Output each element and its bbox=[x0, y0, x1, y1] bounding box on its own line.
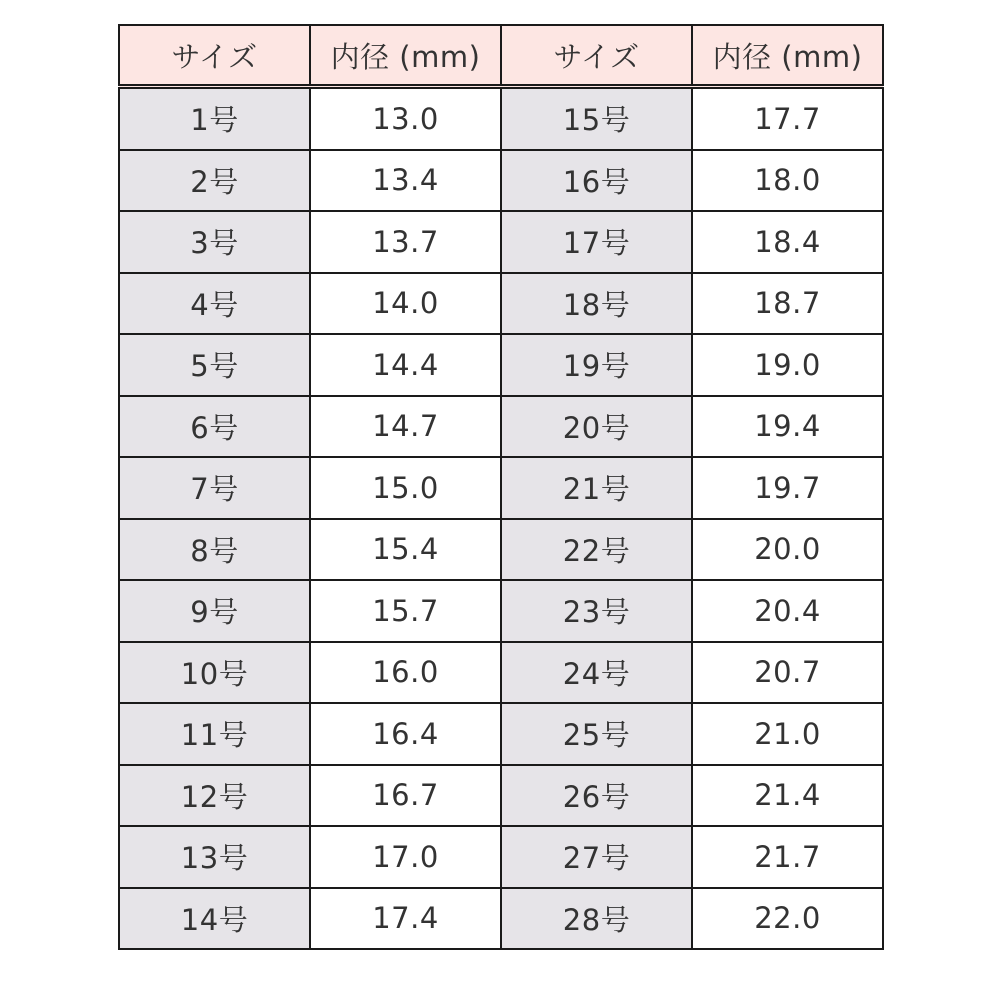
diameter-cell-right: 17.7 bbox=[692, 87, 883, 150]
size-cell-right: 15号 bbox=[501, 87, 692, 150]
diameter-cell-right: 20.0 bbox=[692, 519, 883, 581]
size-cell-left: 10号 bbox=[119, 642, 310, 704]
size-cell-right: 24号 bbox=[501, 642, 692, 704]
table-row bbox=[119, 87, 883, 150]
table-row bbox=[119, 457, 883, 519]
diameter-cell-left: 14.4 bbox=[310, 334, 501, 396]
header-diameter-right: 内径 (mm) bbox=[692, 25, 883, 87]
diameter-cell-right: 18.7 bbox=[692, 273, 883, 335]
table-body bbox=[119, 87, 883, 950]
diameter-cell-right: 22.0 bbox=[692, 888, 883, 950]
size-cell-right: 22号 bbox=[501, 519, 692, 581]
diameter-cell-left: 16.4 bbox=[310, 703, 501, 765]
diameter-cell-right: 20.4 bbox=[692, 580, 883, 642]
diameter-cell-right: 21.4 bbox=[692, 765, 883, 827]
size-cell-left: 11号 bbox=[119, 703, 310, 765]
diameter-cell-right: 21.0 bbox=[692, 703, 883, 765]
diameter-cell-right: 20.7 bbox=[692, 642, 883, 704]
size-cell-right: 19号 bbox=[501, 334, 692, 396]
diameter-cell-left: 14.0 bbox=[310, 273, 501, 335]
size-cell-left: 7号 bbox=[119, 457, 310, 519]
diameter-cell-right: 19.7 bbox=[692, 457, 883, 519]
table-row bbox=[119, 396, 883, 458]
diameter-cell-left: 17.4 bbox=[310, 888, 501, 950]
table-row bbox=[119, 826, 883, 888]
size-cell-right: 28号 bbox=[501, 888, 692, 950]
header-diameter-left: 内径 (mm) bbox=[310, 25, 501, 87]
size-cell-left: 6号 bbox=[119, 396, 310, 458]
diameter-cell-right: 18.0 bbox=[692, 150, 883, 212]
ring-size-table bbox=[118, 24, 884, 950]
table-row bbox=[119, 703, 883, 765]
size-cell-left: 5号 bbox=[119, 334, 310, 396]
size-cell-left: 14号 bbox=[119, 888, 310, 950]
size-cell-left: 1号 bbox=[119, 87, 310, 150]
diameter-cell-right: 19.4 bbox=[692, 396, 883, 458]
size-cell-right: 16号 bbox=[501, 150, 692, 212]
table-row bbox=[119, 273, 883, 335]
size-cell-right: 27号 bbox=[501, 826, 692, 888]
diameter-cell-right: 21.7 bbox=[692, 826, 883, 888]
size-cell-right: 20号 bbox=[501, 396, 692, 458]
size-cell-left: 4号 bbox=[119, 273, 310, 335]
diameter-cell-left: 17.0 bbox=[310, 826, 501, 888]
table-row bbox=[119, 888, 883, 950]
size-cell-left: 3号 bbox=[119, 211, 310, 273]
table-row bbox=[119, 334, 883, 396]
header-size-left: サイズ bbox=[119, 25, 310, 87]
diameter-cell-left: 13.4 bbox=[310, 150, 501, 212]
size-cell-left: 13号 bbox=[119, 826, 310, 888]
size-cell-left: 12号 bbox=[119, 765, 310, 827]
table-header bbox=[119, 25, 883, 87]
table-row bbox=[119, 642, 883, 704]
header-row bbox=[119, 25, 883, 87]
diameter-cell-left: 13.7 bbox=[310, 211, 501, 273]
size-cell-left: 2号 bbox=[119, 150, 310, 212]
table-row bbox=[119, 211, 883, 273]
diameter-cell-left: 15.0 bbox=[310, 457, 501, 519]
size-cell-right: 25号 bbox=[501, 703, 692, 765]
size-cell-right: 17号 bbox=[501, 211, 692, 273]
size-cell-right: 26号 bbox=[501, 765, 692, 827]
table-row bbox=[119, 765, 883, 827]
diameter-cell-left: 15.7 bbox=[310, 580, 501, 642]
size-cell-left: 8号 bbox=[119, 519, 310, 581]
diameter-cell-left: 16.7 bbox=[310, 765, 501, 827]
diameter-cell-left: 14.7 bbox=[310, 396, 501, 458]
table-row bbox=[119, 150, 883, 212]
header-size-right: サイズ bbox=[501, 25, 692, 87]
table-row bbox=[119, 580, 883, 642]
diameter-cell-left: 13.0 bbox=[310, 87, 501, 150]
diameter-cell-right: 18.4 bbox=[692, 211, 883, 273]
diameter-cell-left: 15.4 bbox=[310, 519, 501, 581]
size-cell-right: 18号 bbox=[501, 273, 692, 335]
size-cell-left: 9号 bbox=[119, 580, 310, 642]
diameter-cell-right: 19.0 bbox=[692, 334, 883, 396]
size-cell-right: 21号 bbox=[501, 457, 692, 519]
size-cell-right: 23号 bbox=[501, 580, 692, 642]
table-row bbox=[119, 519, 883, 581]
diameter-cell-left: 16.0 bbox=[310, 642, 501, 704]
